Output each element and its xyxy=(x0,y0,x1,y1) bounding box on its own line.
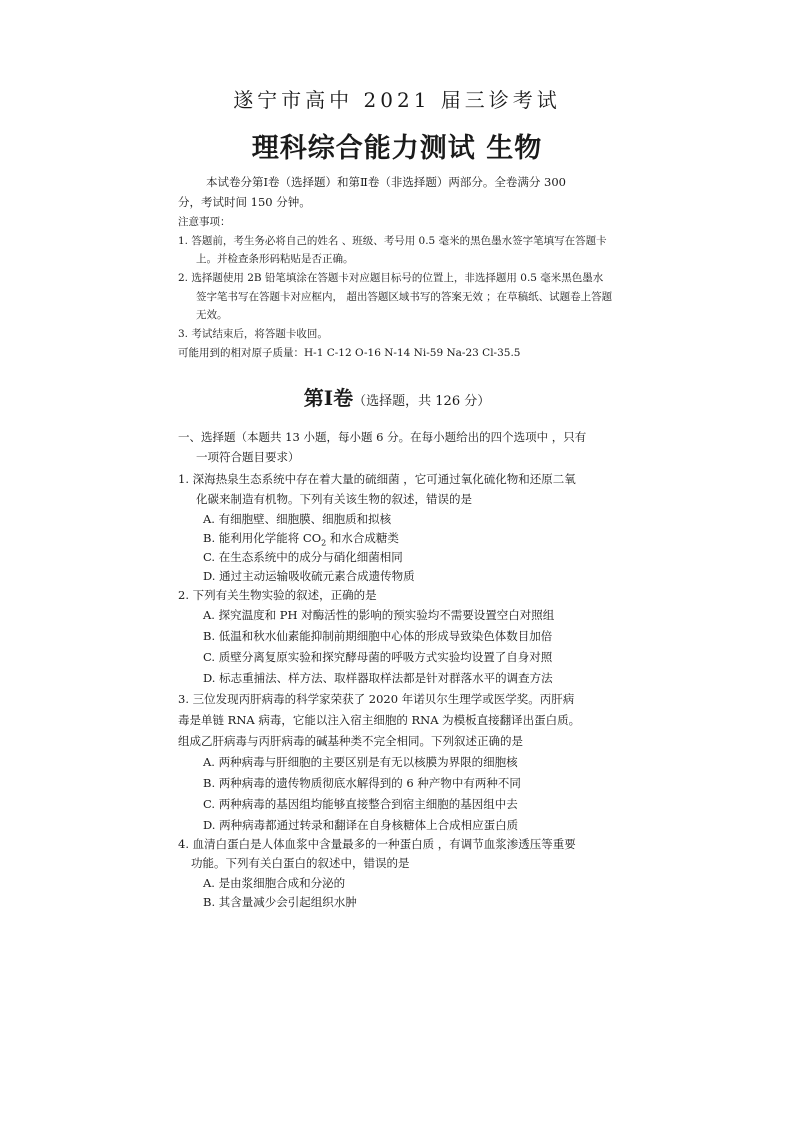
q4-stem-line-2: 功能。下列有关白蛋白的叙述中，错误的是 xyxy=(191,856,410,870)
note-3: 3. 考试结束后，将答题卡收回。 xyxy=(178,328,328,340)
q2-stem: 2. 下列有关生物实验的叙述，正确的是 xyxy=(178,588,377,602)
q1-option-b-pre: B. 能利用化学能将 CO xyxy=(203,531,322,545)
q1-option-a: A. 有细胞壁、细胞膜、细胞质和拟核 xyxy=(203,512,392,526)
q2-option-a: A. 探究温度和 PH 对酶活性的影响的预实验均不需要设置空白对照组 xyxy=(203,608,555,622)
q1-option-c: C. 在生态系统中的成分与硝化细菌相同 xyxy=(203,550,403,564)
note-2-line-2: 签字笔书写在答题卡对应框内， 超出答题区域书写的答案无效 ；在草稿纸、试题卷上答题 xyxy=(196,291,613,303)
note-1-line-1: 1. 答题前，考生务必将自己的姓名 、班级、考号用 0.5 毫米的黑色墨水签字笔填写在答题卡 xyxy=(178,235,607,247)
q1-stem-line-1: 1. 深海热泉生态系统中存在着大量的硫细菌 ，它可通过氧化硫化物和还原二氧 xyxy=(178,472,576,486)
q3-option-b: B. 两种病毒的遗传物质彻底水解得到的 6 种产物中有两种不同 xyxy=(203,776,521,790)
exam-title: 遂宁市高中 2021 届三诊考试 xyxy=(233,88,561,112)
q2-option-b: B. 低温和秋水仙素能抑制前期细胞中心体的形成导致染色体数目加倍 xyxy=(203,629,553,643)
section-1-paren: （选择题，共 126 分） xyxy=(353,394,491,409)
q3-option-a: A. 两种病毒与肝细胞的主要区别是有无以核膜为界限的细胞核 xyxy=(203,755,518,769)
q3-stem-line-1: 3. 三位发现丙肝病毒的科学家荣获了 2020 年诺贝尔生理学或医学奖。丙肝病 xyxy=(178,692,575,706)
intro-line-2: 分，考试时间 150 分钟。 xyxy=(178,195,311,209)
note-1-line-2: 上。并检查条形码粘贴是否正确。 xyxy=(196,253,354,265)
q3-option-c: C. 两种病毒的基因组均能够直接整合到宿主细胞的基因组中去 xyxy=(203,797,518,811)
q3-option-d: D. 两种病毒都通过转录和翻译在自身核糖体上合成相应蛋白质 xyxy=(203,818,519,832)
intro-line-1: 本试卷分第Ⅰ卷（选择题）和第Ⅱ卷（非选择题）两部分。全卷满分 300 xyxy=(206,175,566,189)
atomic-masses: 可能用到的相对原子质量：H-1 C-12 O-16 N-14 Ni-59 Na-23 Cl-35.5 xyxy=(178,347,521,359)
q3-stem-line-2: 毒是单链 RNA 病毒，它能以注入宿主细胞的 RNA 为模板直接翻译出蛋白质。 xyxy=(178,713,581,727)
q2-option-d: D. 标志重捕法、样方法、取样器取样法都是针对群落水平的调查方法 xyxy=(203,671,553,685)
q1-stem-line-2: 化碳来制造有机物。下列有关该生物的叙述，错误的是 xyxy=(196,492,472,506)
section-1-instructions-line-2: 一项符合题目要求） xyxy=(196,450,300,464)
notes-heading: 注意事项： xyxy=(178,216,231,228)
q2-option-c: C. 质壁分离复原实验和探究酵母菌的呼吸方式实验均设置了自身对照 xyxy=(203,650,553,664)
note-2-line-3: 无效。 xyxy=(196,309,228,321)
note-2-line-1: 2. 选择题使用 2B 铅笔填涂在答题卡对应题目标号的位置上，非选择题用 0.5 毫米黑色墨水 xyxy=(178,272,604,284)
section-1-label: 第Ⅰ卷 xyxy=(303,386,354,410)
q3-stem-line-3: 组成乙肝病毒与丙肝病毒的碱基种类不完全相同。下列叙述正确的是 xyxy=(178,734,523,748)
q1-option-b xyxy=(203,531,399,550)
q4-option-b: B. 其含量减少会引起组织水肿 xyxy=(203,895,357,909)
q1-option-d: D. 通过主动运输吸收硫元素合成遗传物质 xyxy=(203,569,415,583)
section-1-title xyxy=(0,386,794,414)
q4-option-a: A. 是由浆细胞合成和分泌的 xyxy=(203,876,346,890)
section-1-instructions-line-1: 一、选择题（本题共 13 小题，每小题 6 分。在每小题给出的四个选项中 ，只有 xyxy=(178,430,587,444)
q4-stem-line-1: 4. 血清白蛋白是人体血浆中含量最多的一种蛋白质 ，有调节血浆渗透压等重要 xyxy=(178,837,576,851)
q1-option-b-post: 和水合成糖类 xyxy=(326,531,399,545)
subject-title: 理科综合能力测试 生物 xyxy=(251,133,543,164)
q1-option-b-sub: 2 xyxy=(321,538,327,548)
